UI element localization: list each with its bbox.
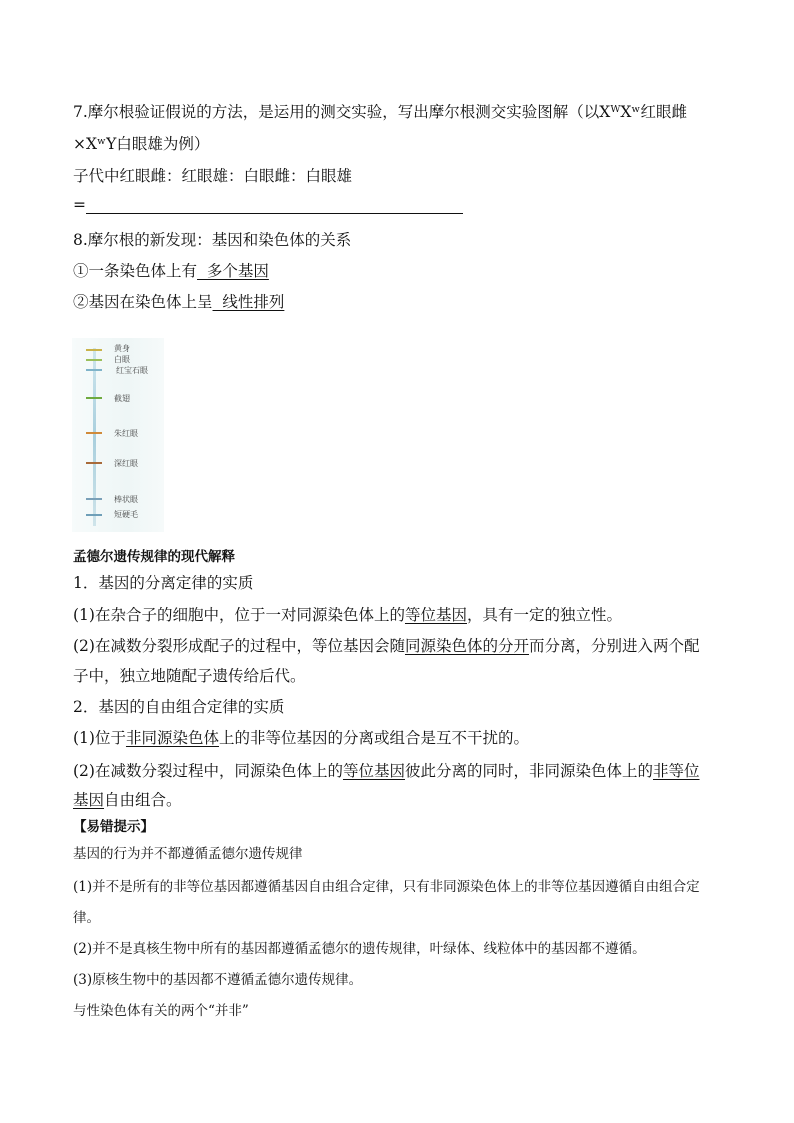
s2-title: 2．基因的自由组合定律的实质 <box>73 698 285 716</box>
figure-label: 棒状眼 <box>114 495 138 504</box>
key-term: 同源染色体的分开 <box>404 637 529 655</box>
band-bristle <box>86 514 102 516</box>
s1-p2 <box>73 634 700 656</box>
q8-item2 <box>73 290 284 312</box>
tips-p3: (3)原核生物中的基因都不遵循孟德尔遗传规律。 <box>73 972 363 988</box>
figure-label: 短硬毛 <box>114 510 138 519</box>
q7-line2: ×XʷY白眼雄为例） <box>73 135 210 153</box>
tips-heading: 【易错提示】 <box>73 819 154 835</box>
equals-sign: = <box>73 196 86 214</box>
band-vermilion-eye <box>86 432 102 434</box>
text: 自由组合。 <box>104 791 182 809</box>
section-heading: 孟德尔遗传规律的现代解释 <box>73 549 235 565</box>
q8-item1-answer: 多个基因 <box>197 262 269 280</box>
key-term: 等位基因 <box>342 762 405 780</box>
q8-item2-answer: 线性排列 <box>212 293 285 311</box>
text: (2)在减数分裂形成配子的过程中，等位基因会随 <box>73 637 405 655</box>
s2-p1 <box>73 726 529 748</box>
s1-title: 1．基因的分离定律的实质 <box>73 574 254 592</box>
chromosome-figure <box>72 338 164 532</box>
band-ruby-eye <box>86 369 102 371</box>
s1-p1 <box>73 603 622 625</box>
key-term: 非等位 <box>653 762 700 780</box>
band-cut-wing <box>86 397 102 399</box>
text: 而分离，分别进入两个配 <box>528 637 700 655</box>
figure-label: 红宝石眼 <box>116 366 148 375</box>
q7-line3: 子代中红眼雌：红眼雄：白眼雌：白眼雄 <box>73 167 353 185</box>
text: (1)在杂合子的细胞中，位于一对同源染色体上的 <box>73 606 405 624</box>
figure-label: 深红眼 <box>114 459 138 468</box>
s1-p2-cont: 子中，独立地随配子遗传给后代。 <box>73 667 306 685</box>
figure-label: 截翅 <box>114 394 130 403</box>
s2-p2-cont <box>73 788 182 810</box>
figure-label: 黄身 <box>114 344 130 353</box>
tips-line1: 基因的行为并不都遵循孟德尔遗传规律 <box>73 846 303 862</box>
band-white-eye <box>86 359 102 361</box>
text: 上的非等位基因的分离或组合是互不干扰的。 <box>218 729 529 747</box>
figure-label: 朱红眼 <box>114 429 138 438</box>
figure-label: 白眼 <box>114 355 130 364</box>
q7-line1: 7.摩尔根验证假说的方法，是运用的测交实验，写出摩尔根测交实验图解（以XᵂXʷ红眼雌 <box>73 103 687 121</box>
text: ，具有一定的独立性。 <box>466 606 622 624</box>
q8-title: 8.摩尔根的新发现：基因和染色体的关系 <box>73 231 352 249</box>
key-term: 等位基因 <box>404 606 467 624</box>
tips-last: 与性染色体有关的两个“并非” <box>73 1003 249 1019</box>
band-yellow-body <box>86 349 102 351</box>
band-bar-eye <box>86 498 102 500</box>
tips-p1-cont: 律。 <box>73 910 100 926</box>
key-term: 基因 <box>73 791 105 809</box>
answer-blank <box>86 199 463 214</box>
key-term: 非同源染色体 <box>125 729 219 747</box>
q8-item1 <box>73 259 269 281</box>
text: 彼此分离的同时，非同源染色体上的 <box>404 762 653 780</box>
q7-answer-line <box>73 196 463 214</box>
band-carmine-eye <box>86 462 102 464</box>
s2-p2 <box>73 759 700 781</box>
q8-item1-text: ①一条染色体上有 <box>73 262 198 280</box>
q8-item2-text: ②基因在染色体上呈 <box>73 293 213 311</box>
text: (2)在减数分裂过程中，同源染色体上的 <box>73 762 343 780</box>
tips-p1: (1)并不是所有的非等位基因都遵循基因自由组合定律，只有非同源染色体上的非等位基因遵循自由组合定 <box>73 879 700 895</box>
text: (1)位于 <box>73 729 126 747</box>
tips-p2: (2)并不是真核生物中所有的基因都遵循孟德尔的遗传规律，叶绿体、线粒体中的基因都不遵循。 <box>73 941 646 957</box>
